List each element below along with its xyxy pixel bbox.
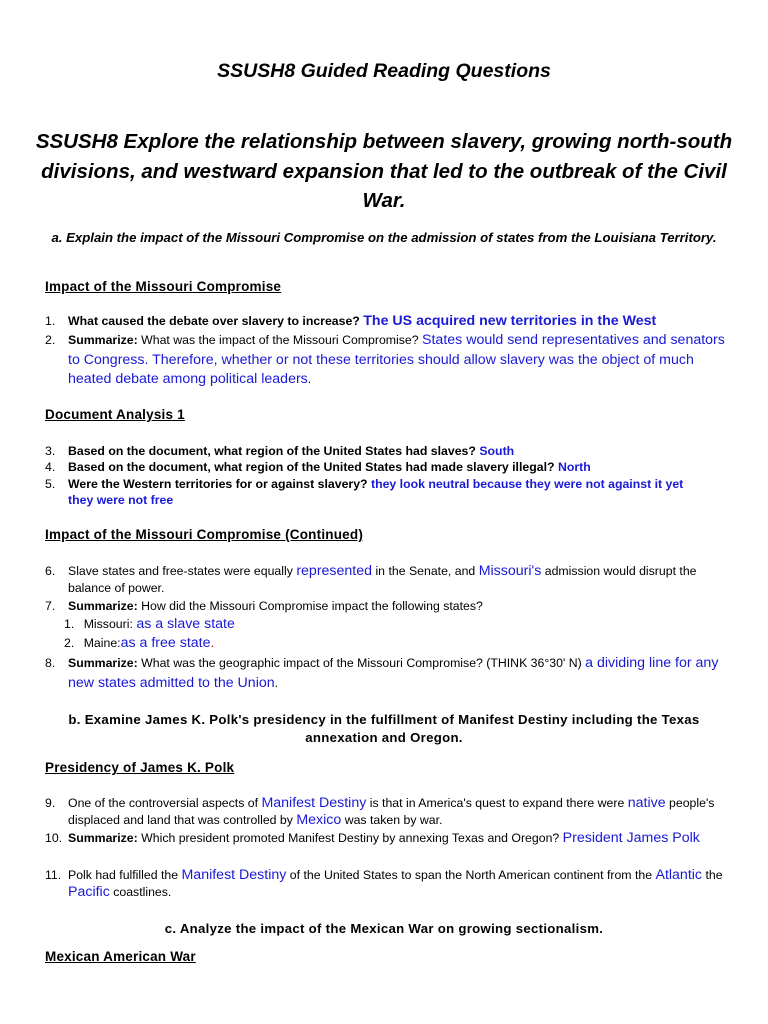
- question-prompt: What was the impact of the Missouri Compromise?: [141, 333, 419, 347]
- question-7-item-2: [64, 635, 214, 652]
- answer-text: represented: [296, 563, 373, 579]
- question-1: [45, 313, 725, 330]
- question-prompt: Based on the document, what region of the United States had made slavery illegal?: [68, 460, 555, 474]
- question-number: 2.: [45, 333, 56, 347]
- section-heading-document-analysis: Document Analysis 1: [45, 407, 185, 422]
- question-number: 4.: [45, 460, 56, 474]
- question-text: of the United States to span the North American continent from the: [289, 868, 653, 882]
- state-label: Maine:: [83, 636, 121, 650]
- question-number: 1.: [45, 314, 56, 328]
- question-text: One of the controversial aspects of: [68, 796, 259, 810]
- question-text: Slave states and free-states were equally: [68, 564, 293, 578]
- question-prompt: Based on the document, what region of the United States had slaves?: [68, 444, 476, 458]
- question-number: 10.: [45, 831, 63, 845]
- question-number: 11.: [45, 868, 62, 882]
- answer-text: Missouri's: [478, 563, 542, 579]
- question-number: 6.: [45, 564, 56, 578]
- question-number: 8.: [45, 656, 56, 670]
- answer-text: as a slave state: [136, 616, 235, 632]
- question-text: coastlines.: [113, 885, 172, 899]
- question-text: people's displaced and land that was controlled by: [68, 796, 715, 827]
- answer-text: North: [557, 460, 591, 474]
- section-heading-missouri-compromise: Impact of the Missouri Compromise: [45, 279, 282, 294]
- question-number: 9.: [45, 796, 56, 810]
- summarize-label: Summarize:: [68, 656, 138, 670]
- answer-text: States would send representatives and senators to Congress. Therefore, whether or not these territories should allow slavery was the object of much heated debate among political leaders: [68, 332, 725, 387]
- answer-text: South: [479, 444, 515, 458]
- question-5: [45, 476, 725, 508]
- answer-text: The US acquired new territories in the West: [363, 313, 657, 329]
- answer-text: Mexico: [296, 812, 342, 828]
- summarize-label: Summarize:: [68, 831, 138, 845]
- question-prompt: What was the geographic impact of the Missouri Compromise? (THINK 36°30' N): [141, 656, 582, 670]
- answer-text: they look neutral because they were not against it yet they were not free: [68, 477, 684, 507]
- question-3: [45, 443, 725, 460]
- answer-end: .: [307, 372, 312, 386]
- question-prompt: Were the Western territories for or against slavery?: [68, 477, 368, 491]
- answer-text: Pacific: [68, 884, 110, 900]
- question-prompt: Which president promoted Manifest Destiny by annexing Texas and Oregon?: [141, 831, 560, 845]
- sub-number: 2.: [64, 636, 75, 650]
- question-6: [45, 563, 725, 597]
- question-11: [45, 867, 725, 901]
- question-text: is that in America's quest to expand there were: [369, 796, 625, 810]
- answer-text: a dividing line for any new states admitted to the Union: [68, 655, 719, 691]
- answer-text: President James Polk: [562, 830, 700, 846]
- element-a: a. Explain the impact of the Missouri Compromise on the admission of states from the Louisiana Territory.: [51, 230, 717, 245]
- question-text: admission would disrupt the balance of power.: [68, 564, 697, 595]
- question-7-item-1: [64, 616, 235, 633]
- section-heading-polk-presidency: Presidency of James K. Polk: [45, 760, 235, 775]
- question-9: [45, 795, 725, 829]
- answer-text: Manifest Destiny: [261, 795, 367, 811]
- question-8: [45, 654, 725, 693]
- element-c: c. Analyze the impact of the Mexican War on growing sectionalism.: [164, 921, 604, 936]
- summarize-label: Summarize:: [68, 333, 138, 347]
- answer-text: Manifest Destiny: [181, 867, 287, 883]
- question-number: 3.: [45, 444, 56, 458]
- question-text: Polk had fulfilled the: [68, 868, 179, 882]
- sub-number: 1.: [64, 617, 75, 631]
- question-7: [45, 598, 725, 615]
- standard-statement: SSUSH8 Explore the relationship between slavery, growing north-south divisions, and westward expansion that led to the outbreak of the Civil War.: [35, 130, 733, 212]
- question-number: 5.: [45, 477, 56, 491]
- section-heading-mexican-american-war: Mexican American War: [45, 949, 196, 964]
- state-label: Missouri:: [83, 617, 133, 631]
- answer-text: as a free state: [120, 635, 211, 651]
- question-10: [45, 830, 725, 847]
- summarize-label: Summarize:: [68, 599, 138, 613]
- question-4: [45, 459, 725, 476]
- section-heading-missouri-compromise-continued: Impact of the Missouri Compromise (Continued): [45, 527, 364, 542]
- element-b: b. Examine James K. Polk's presidency in the fulfillment of Manifest Destiny including the Texas annexation and Oregon.: [68, 712, 700, 745]
- answer-text: Atlantic: [655, 867, 703, 883]
- question-text: in the Senate, and: [375, 564, 476, 578]
- page-title: SSUSH8 Guided Reading Questions: [217, 60, 551, 82]
- question-text: the: [705, 868, 723, 882]
- question-2: [45, 331, 725, 390]
- answer-end: .: [210, 635, 215, 651]
- question-text: was taken by war.: [344, 813, 443, 827]
- answer-end: .: [274, 675, 279, 690]
- question-prompt: How did the Missouri Compromise impact the following states?: [141, 599, 483, 613]
- answer-text: native: [627, 795, 666, 811]
- question-number: 7.: [45, 599, 56, 613]
- question-prompt: What caused the debate over slavery to increase?: [68, 314, 360, 328]
